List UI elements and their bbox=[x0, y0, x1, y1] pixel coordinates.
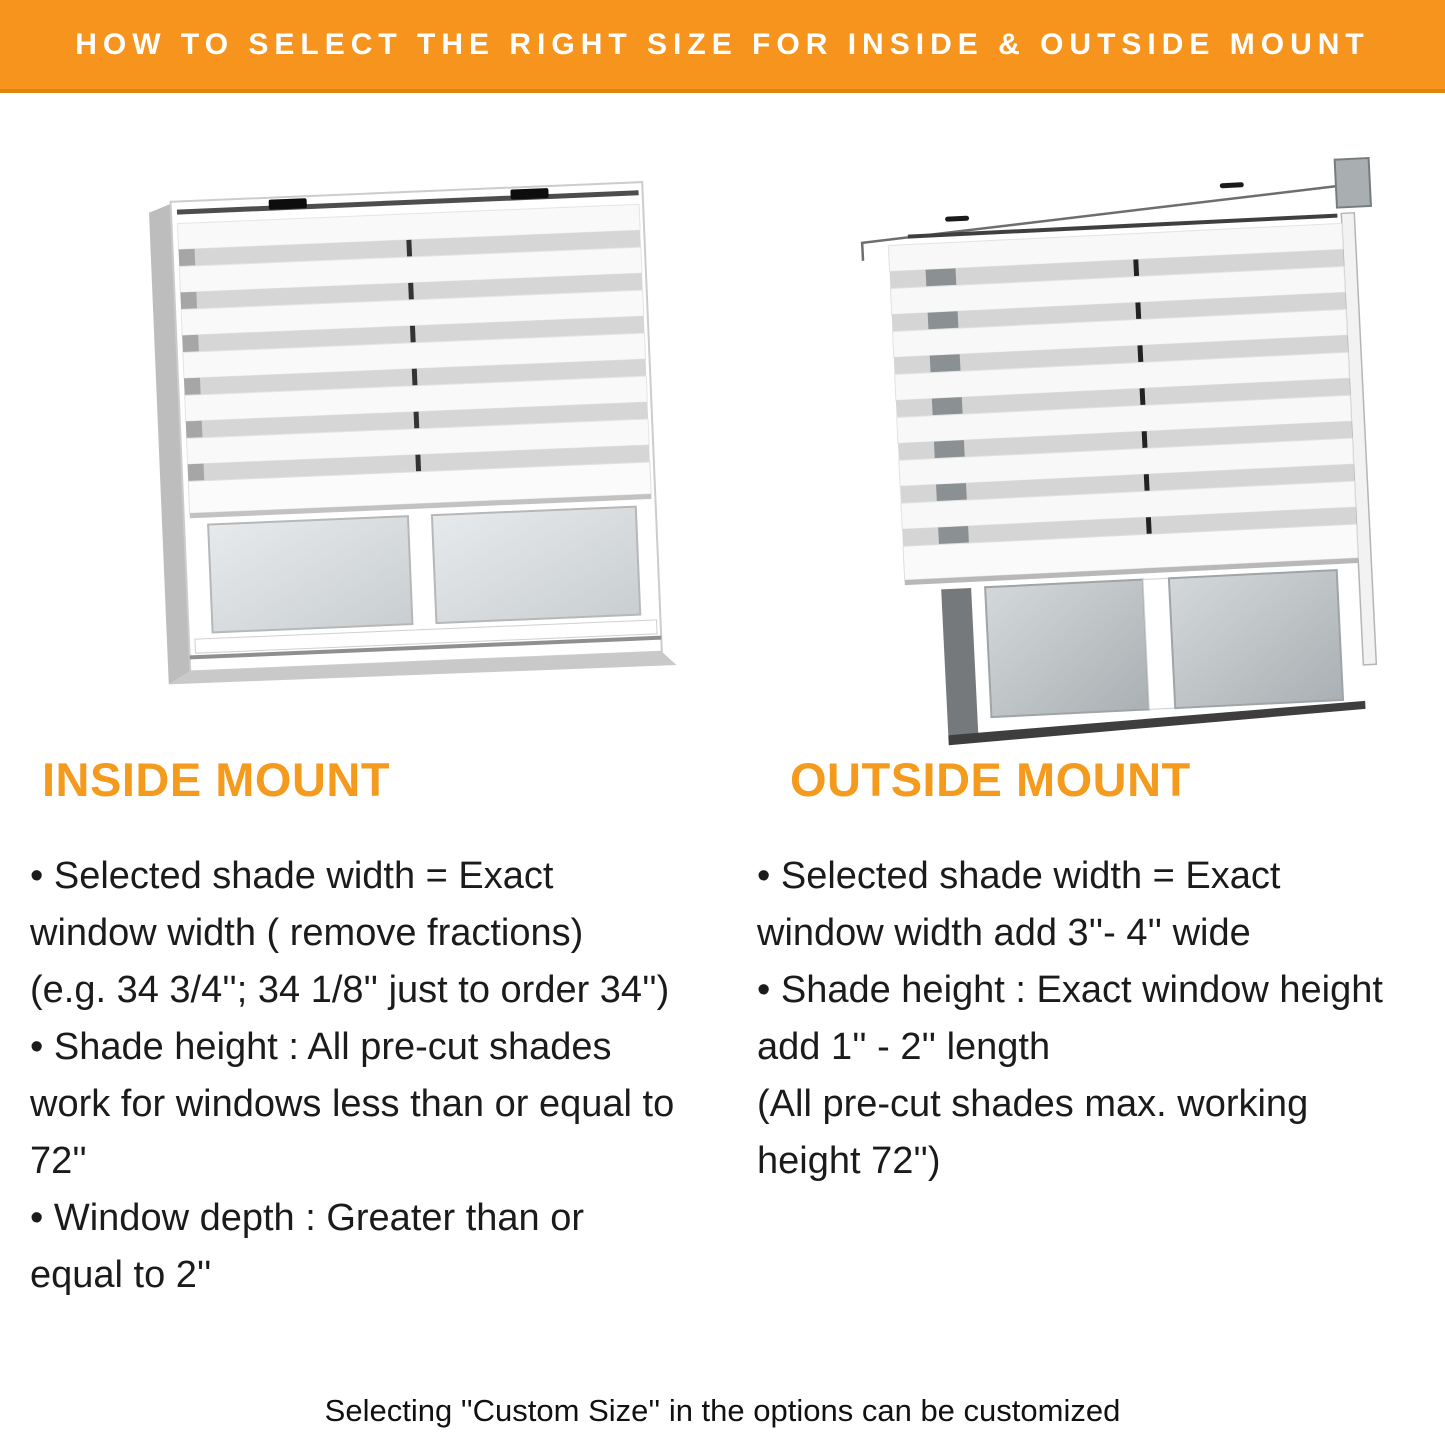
spec-line: add 1'' - 2'' length bbox=[757, 1026, 1051, 1068]
spec-line: (e.g. 34 3/4''; 34 1/8'' just to order 34'') bbox=[30, 969, 670, 1011]
inside-mount-heading: INSIDE MOUNT bbox=[42, 753, 391, 806]
outside-mount-illustration bbox=[848, 128, 1413, 748]
mounting-bracket-icon bbox=[1335, 158, 1371, 208]
outside-mount-heading: OUTSIDE MOUNT bbox=[790, 753, 1191, 806]
screw-mark-icon bbox=[945, 216, 969, 222]
title-banner bbox=[0, 0, 1445, 93]
spec-line: • Window depth : Greater than or bbox=[30, 1197, 585, 1239]
mounting-clip-icon bbox=[510, 188, 548, 200]
zebra-shade-bands bbox=[177, 204, 651, 518]
footer-note: Selecting ''Custom Size'' in the options can be customized bbox=[324, 1393, 1121, 1428]
window-behind-shade bbox=[941, 569, 1366, 745]
outside-mount-window-drawing bbox=[848, 128, 1413, 748]
inside-mount-illustration bbox=[128, 150, 693, 695]
window-glass-pane bbox=[1169, 570, 1343, 708]
spec-line: • Shade height : All pre-cut shades bbox=[30, 1026, 612, 1068]
window-left-jamb bbox=[941, 588, 978, 735]
spec-line: window width ( remove fractions) bbox=[30, 912, 584, 954]
inside-mount-specs bbox=[30, 848, 730, 1304]
screw-mark-icon bbox=[1220, 182, 1244, 188]
spec-line: • Selected shade width = Exact bbox=[757, 855, 1281, 897]
spec-line: window width add 3''- 4'' wide bbox=[757, 912, 1251, 954]
spec-line: • Selected shade width = Exact bbox=[30, 855, 554, 897]
mounting-clip-icon bbox=[269, 198, 307, 210]
page-title: HOW TO SELECT THE RIGHT SIZE FOR INSIDE & OUTSIDE MOUNT bbox=[75, 27, 1370, 61]
outside-mount-specs bbox=[757, 848, 1437, 1190]
spec-line: equal to 2'' bbox=[30, 1254, 212, 1296]
inside-mount-window-drawing bbox=[128, 150, 693, 695]
spec-line: • Shade height : Exact window height bbox=[757, 969, 1383, 1011]
spec-line: work for windows less than or equal to bbox=[30, 1083, 675, 1125]
spec-line: (All pre-cut shades max. working bbox=[757, 1083, 1309, 1125]
window-glass-pane bbox=[985, 580, 1149, 718]
spec-line: 72'' bbox=[30, 1140, 87, 1182]
zebra-shade-bands bbox=[888, 223, 1358, 585]
spec-line: height 72'') bbox=[757, 1140, 941, 1182]
